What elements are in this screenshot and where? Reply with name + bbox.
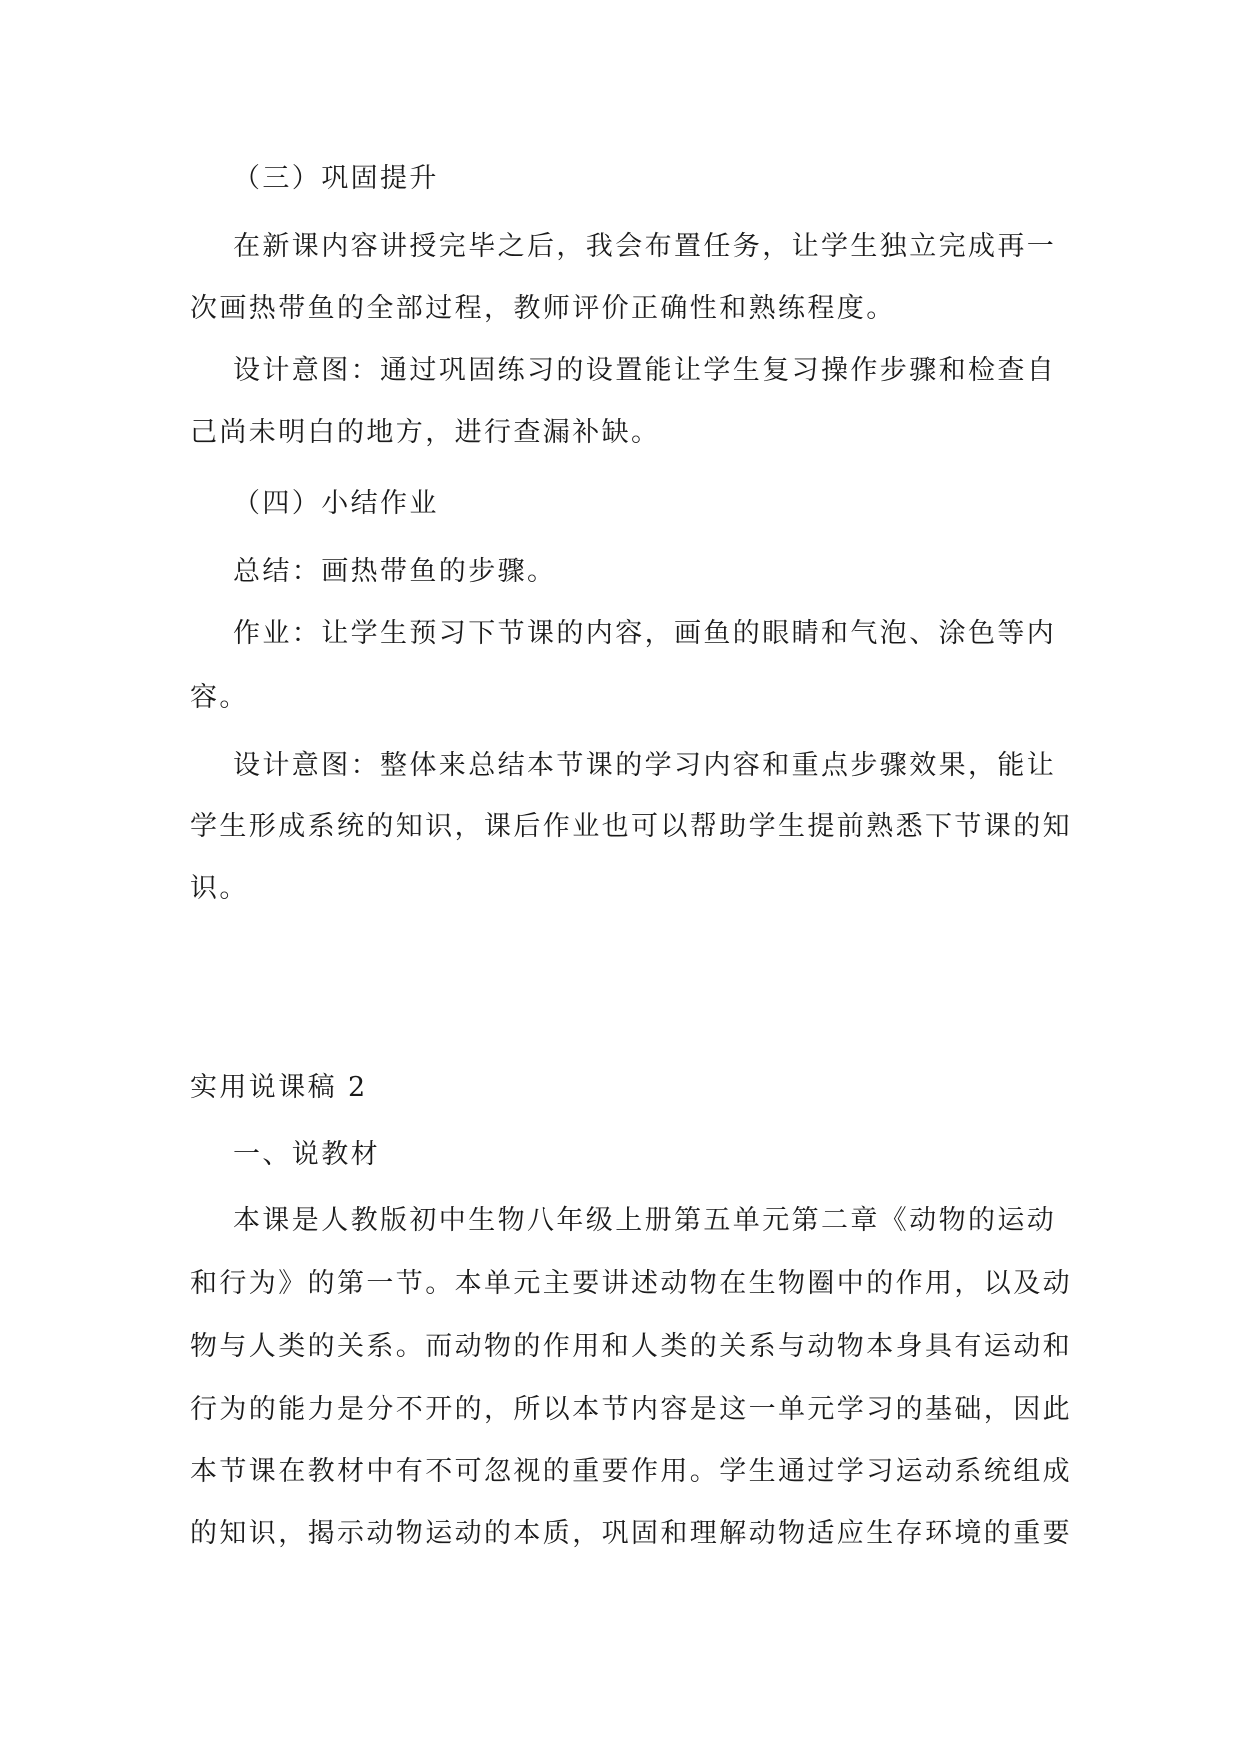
paragraph-line: 容。 — [190, 682, 249, 713]
paragraph-line: 和行为》的第一节。本单元主要讲述动物在生物圈中的作用，以及动 — [190, 1268, 1072, 1299]
paragraph-line: 本课是人教版初中生物八年级上册第五单元第二章《动物的运动 — [233, 1205, 1057, 1236]
paragraph-line: 设计意图：通过巩固练习的设置能让学生复习操作步骤和检查自 — [233, 355, 1057, 386]
paragraph-line: 在新课内容讲授完毕之后，我会布置任务，让学生独立完成再一 — [233, 231, 1057, 262]
paragraph-line: 作业：让学生预习下节课的内容，画鱼的眼睛和气泡、涂色等内 — [233, 618, 1057, 649]
paragraph-line: 次画热带鱼的全部过程，教师评价正确性和熟练程度。 — [190, 293, 896, 324]
section-heading-textbook: 一、说教材 — [233, 1139, 380, 1170]
paragraph-line: 本节课在教材中有不可忽视的重要作用。学生通过学习运动系统组成 — [190, 1456, 1072, 1487]
document-title: 实用说课稿 2 — [190, 1072, 368, 1103]
section-heading-consolidation: （三）巩固提升 — [233, 163, 439, 194]
paragraph-line: 行为的能力是分不开的，所以本节内容是这一单元学习的基础，因此 — [190, 1394, 1072, 1425]
paragraph-line: 物与人类的关系。而动物的作用和人类的关系与动物本身具有运动和 — [190, 1331, 1072, 1362]
paragraph-line: 识。 — [190, 873, 249, 904]
paragraph-line: 学生形成系统的知识，课后作业也可以帮助学生提前熟悉下节课的知 — [190, 811, 1072, 842]
section-heading-summary: （四）小结作业 — [233, 488, 439, 519]
paragraph-line: 的知识，揭示动物运动的本质，巩固和理解动物适应生存环境的重要 — [190, 1518, 1072, 1549]
paragraph-line: 总结：画热带鱼的步骤。 — [233, 556, 557, 587]
paragraph-line: 己尚未明白的地方，进行查漏补缺。 — [190, 417, 661, 448]
paragraph-line: 设计意图：整体来总结本节课的学习内容和重点步骤效果，能让 — [233, 750, 1057, 781]
